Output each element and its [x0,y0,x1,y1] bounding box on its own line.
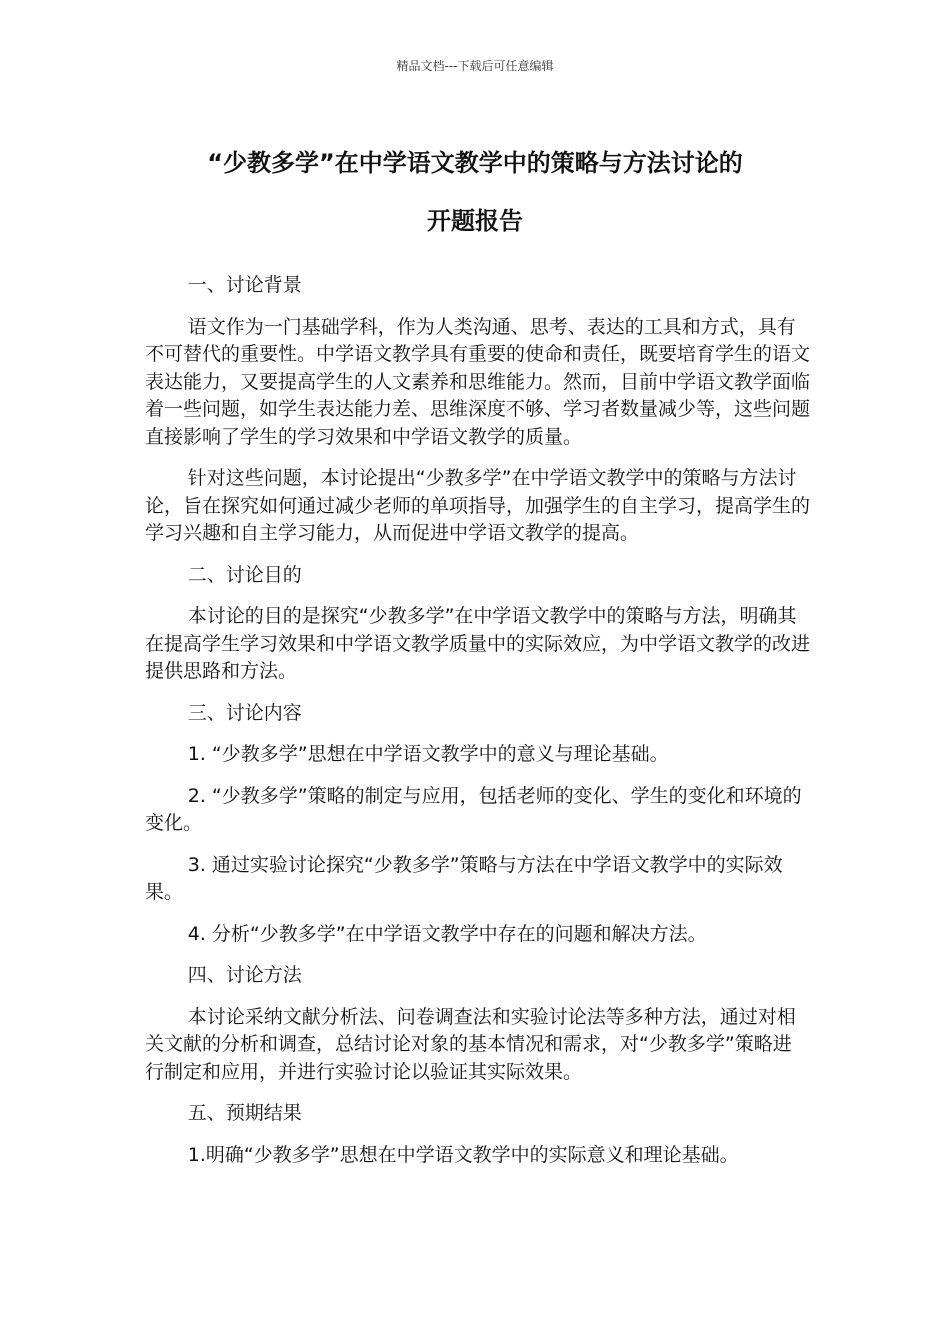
content-item-1: 1. “少教多学”思想在中学语文教学中的意义与理论基础。 [187,743,669,765]
paragraph-background-2: 针对这些问题，本讨论提出“少教多学”在中学语文教学中的策略与方法讨论，旨在探究如何通过减少老师的单项指导，加强学生的自主学习，提高学生的学习兴趣和自主学习能力，从而促进中学语文教学的提高。 [145,467,811,544]
section-heading-background: 一、讨论背景 [187,274,302,296]
page-header: 精品文档---下载后可任意编辑 [396,59,554,73]
section-heading-content: 三、讨论内容 [187,701,302,724]
section-heading-purpose: 二、讨论目的 [187,563,302,586]
paragraph-method: 本讨论采纳文献分析法、问卷调查法和实验讨论法等多种方法，通过对相关文献的分析和调查，总结讨论对象的基本情况和需求，对“少教多学”策略进行制定和应用，并进行实验讨论以验证其实际效果。 [145,1005,796,1083]
title-line-2: 开题报告 [427,207,523,235]
section-heading-expected-results: 五、预期结果 [187,1102,302,1124]
paragraph-purpose: 本讨论的目的是探究“少教多学”在中学语文教学中的策略与方法，明确其在提高学生学习效果和中学语文教学质量中的实际效应，为中学语文教学的改进提供思路和方法。 [145,605,811,682]
paragraph-background-1: 语文作为一门基础学科，作为人类沟通、思考、表达的工具和方式，具有不可替代的重要性。中学语文教学具有重要的使命和责任，既要培育学生的语文表达能力，又要提高学生的人文素养和思维能力。然而，目前中学语文教学面临着一些问题，如学生表达能力差、思维深度不够、学习者数量减少等，这些问题直接影响了学生的学习效果和中学语文教学的质量。 [145,315,811,448]
document-body [145,272,810,1183]
content-item-4: 4. 分析“少教多学”在中学语文教学中存在的问题和解决方法。 [187,922,707,945]
content-item-3: 3. 通过实验讨论探究“少教多学”策略与方法在中学语文教学中的实际效果。 [145,853,783,903]
title-line-1: “少教多学”在中学语文教学中的策略与方法讨论的 [207,149,743,177]
content-item-2: 2. “少教多学”策略的制定与应用，包括老师的变化、学生的变化和环境的变化。 [145,784,802,834]
document-title [130,134,820,250]
section-heading-method: 四、讨论方法 [187,964,302,986]
expected-result-item-1: 1.明确“少教多学”思想在中学语文教学中的实际意义和理论基础。 [187,1143,739,1166]
